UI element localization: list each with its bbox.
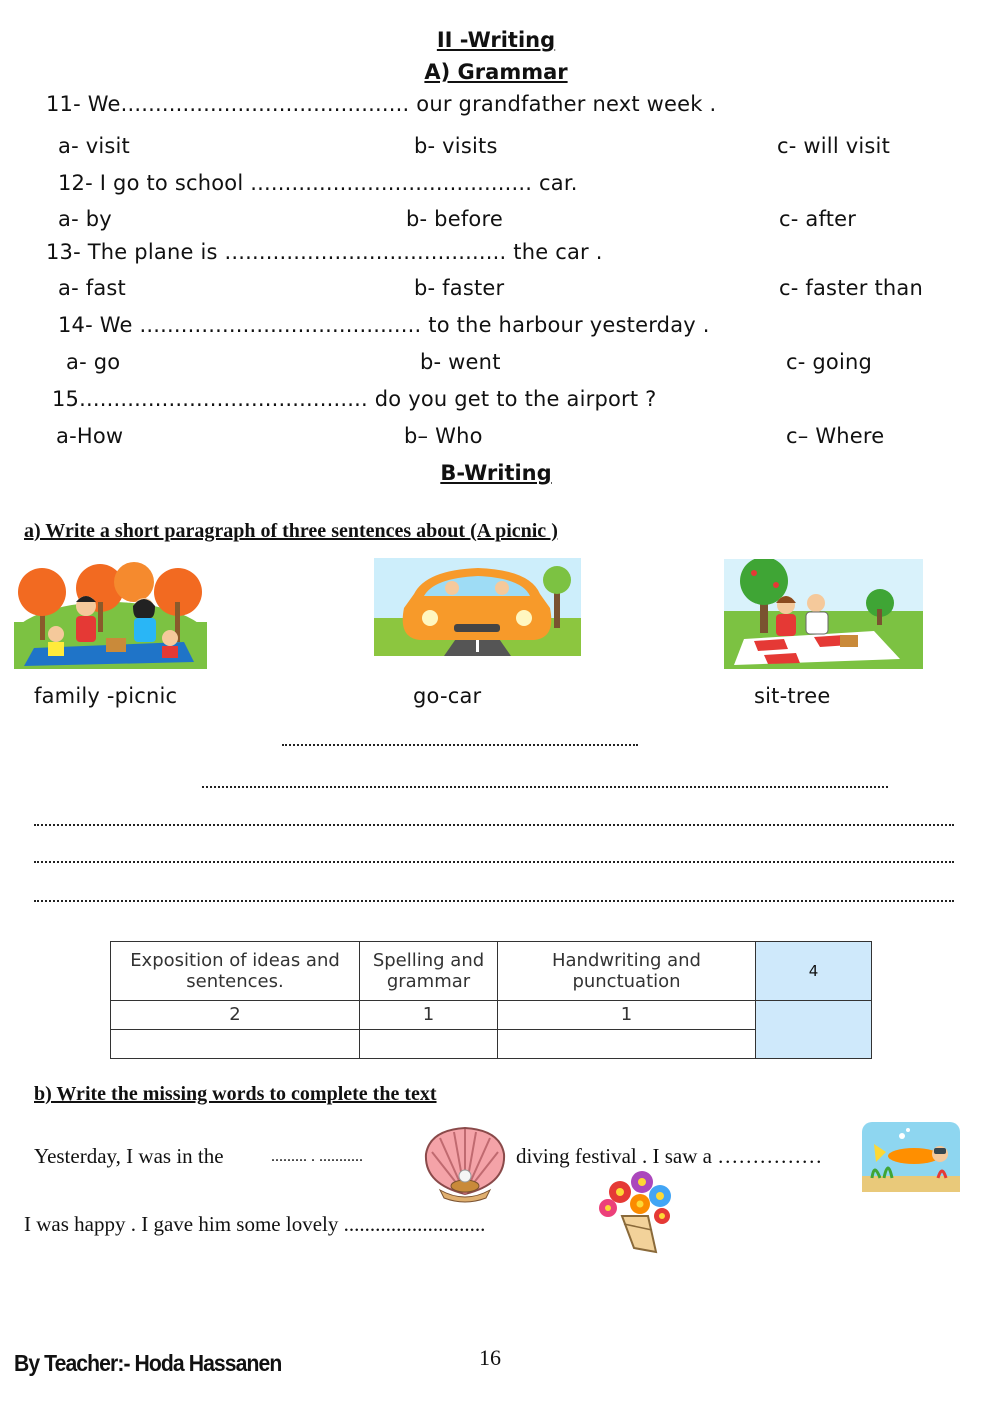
rubric-total: 4 — [756, 942, 872, 1001]
writing-title: B-Writing — [440, 461, 552, 485]
rubric-header-spelling: Spelling and grammar — [360, 942, 498, 1001]
answer-line-5[interactable] — [34, 900, 954, 902]
q11-option-c: c- will visit — [777, 134, 891, 158]
flowers-picture — [594, 1168, 676, 1254]
label-sit-tree: sit-tree — [754, 684, 831, 708]
q15-option-c: c– Where — [786, 424, 885, 448]
rubric-table — [110, 941, 872, 1059]
answer-line-2[interactable] — [202, 786, 888, 788]
rubric-mark-spelling: 1 — [360, 1000, 498, 1029]
section-title: II -Writing — [436, 28, 556, 52]
rubric-mark-handwriting: 1 — [498, 1000, 756, 1029]
label-go-car: go-car — [413, 684, 482, 708]
question-14: 14- We ......................................... to the harbour yesterday . — [58, 313, 710, 337]
answer-line-4[interactable] — [34, 861, 954, 863]
q13-option-b: b- faster — [414, 276, 505, 300]
text-line2: I was happy . I gave him some lovely ........................... — [24, 1212, 486, 1236]
label-family-picnic: family -picnic — [34, 684, 178, 708]
q13-option-c: c- faster than — [779, 276, 923, 300]
q11-option-a: a- visit — [58, 134, 130, 158]
q12-option-a: a- by — [58, 207, 112, 231]
text-line1-mid: diving festival . I saw a …………… — [516, 1144, 823, 1168]
rubric-blank-handwriting[interactable] — [498, 1029, 756, 1058]
question-13: 13- The plane is ......................................... the car . — [46, 240, 603, 264]
q15-option-a: a-How — [56, 424, 124, 448]
q15-option-b: b– Who — [404, 424, 483, 448]
answer-line-3[interactable] — [34, 824, 954, 826]
family-picnic-picture — [14, 562, 207, 669]
question-11: 11- We.......................................... our grandfather next week . — [46, 92, 717, 116]
q14-option-a: a- go — [66, 350, 121, 374]
page-number: 16 — [479, 1345, 501, 1370]
question-15: 15.......................................... do you get to the airport ? — [52, 387, 657, 411]
rubric-header-exposition: Exposition of ideas and sentences. — [111, 942, 360, 1001]
text-line1-start: Yesterday, I was in the — [34, 1144, 224, 1168]
shell-picture — [420, 1124, 510, 1204]
grammar-subtitle: A) Grammar — [424, 60, 568, 84]
rubric-mark-exposition: 2 — [111, 1000, 360, 1029]
diver-picture — [862, 1122, 960, 1192]
rubric-blank-spelling[interactable] — [360, 1029, 498, 1058]
q11-option-b: b- visits — [414, 134, 498, 158]
question-12: 12- I go to school ......................................... car. — [58, 171, 578, 195]
rubric-blank-exposition[interactable] — [111, 1029, 360, 1058]
q14-option-b: b- went — [420, 350, 501, 374]
sit-tree-picture — [724, 559, 923, 669]
rubric-score-cell[interactable] — [756, 1000, 872, 1059]
q12-option-c: c- after — [779, 207, 857, 231]
q13-option-a: a- fast — [58, 276, 126, 300]
instruction-a: a) Write a short paragraph of three sentences about (A picnic ) — [24, 520, 558, 542]
instruction-b: b) Write the missing words to complete the text — [34, 1083, 437, 1105]
q12-option-b: b- before — [406, 207, 503, 231]
blank-1[interactable]: ......... . ........... — [271, 1148, 363, 1165]
rubric-header-handwriting: Handwriting and punctuation — [498, 942, 756, 1001]
teacher-name: By Teacher:- Hoda Hassanen — [14, 1350, 282, 1376]
answer-line-1[interactable] — [282, 744, 638, 746]
q14-option-c: c- going — [786, 350, 873, 374]
car-picture — [374, 558, 581, 656]
